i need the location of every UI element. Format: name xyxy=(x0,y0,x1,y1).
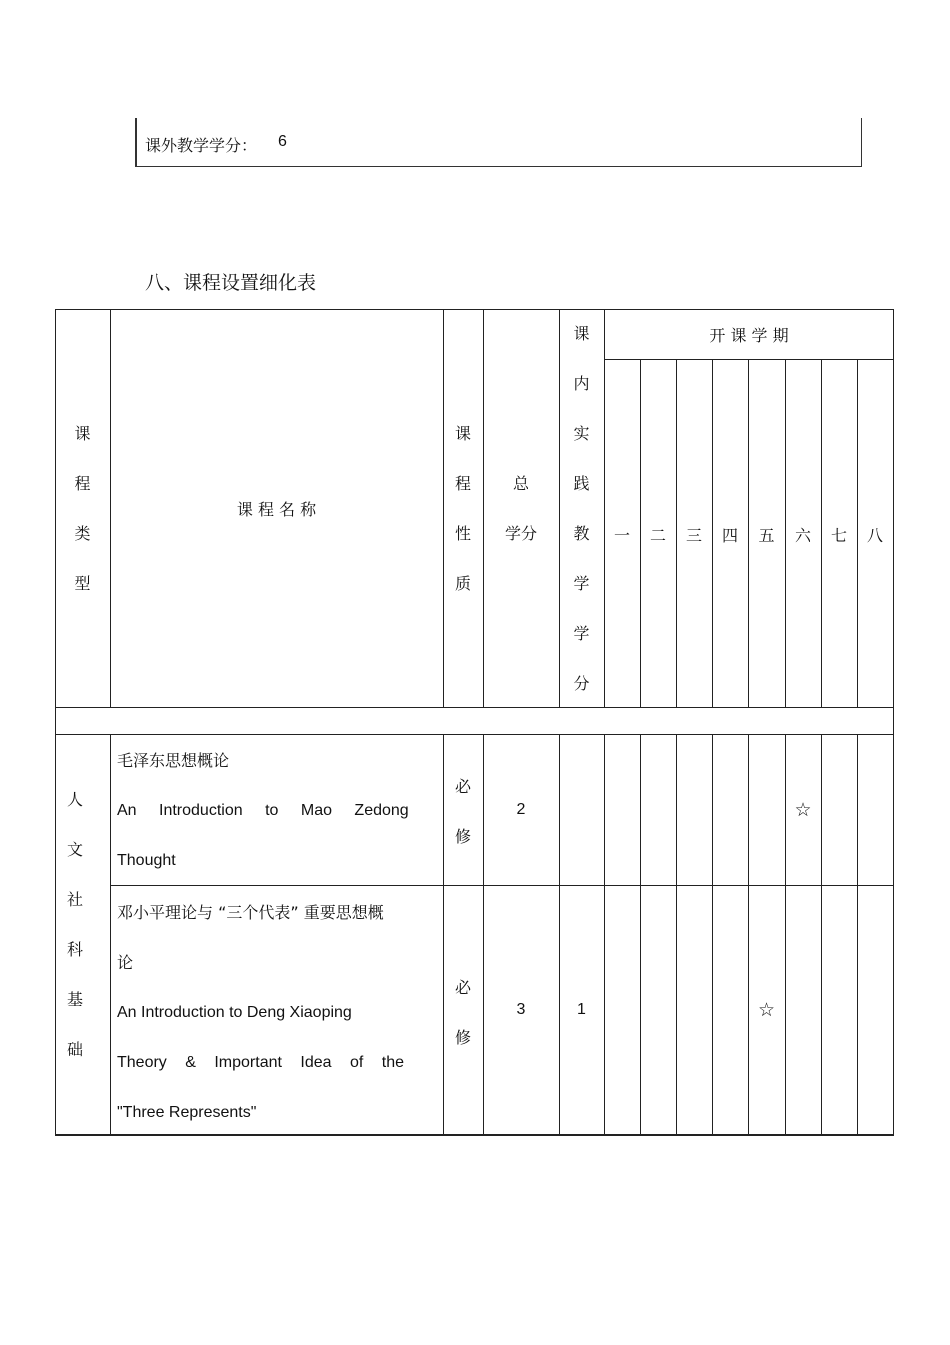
extra-credit-value: 6 xyxy=(278,133,287,150)
header-course-name-text: 课 程 名 称 xyxy=(236,499,317,519)
header-char: 程 xyxy=(74,474,91,493)
header-total-credit xyxy=(483,459,559,559)
header-semester-2 xyxy=(640,359,676,709)
table-row-2-practice-credit: 1 xyxy=(577,1001,586,1018)
table-row-1-practice-credit xyxy=(559,735,604,885)
header-char: 课 xyxy=(573,324,590,343)
table-row-1-star-icon: ☆ xyxy=(794,799,812,821)
course-name-line: 邓小平理论与 “三个代表” 重要思想概 xyxy=(117,903,384,922)
header-char: 分 xyxy=(573,674,590,693)
header-practice-credit xyxy=(559,309,604,709)
category-cell xyxy=(55,775,95,1075)
header-semester-1 xyxy=(604,359,640,709)
semester-label: 二 xyxy=(649,525,666,545)
semester-label: 一 xyxy=(613,525,630,545)
semester-label: 八 xyxy=(866,525,883,545)
header-semester-8 xyxy=(857,359,893,709)
course-name-line: 论 xyxy=(117,953,134,972)
table-row-1-course-name xyxy=(117,736,427,886)
header-char: 质 xyxy=(454,574,471,593)
course-name-line: Thought xyxy=(117,852,176,869)
course-name-line: Theory & Important Idea of the xyxy=(117,1054,405,1071)
category-char: 科 xyxy=(66,940,83,959)
header-semester-4 xyxy=(712,359,748,709)
header-semester-5 xyxy=(748,359,785,709)
semester-label: 五 xyxy=(758,525,775,545)
category-char: 文 xyxy=(66,840,83,859)
category-char: 础 xyxy=(66,1040,83,1059)
table-row-2-course-name xyxy=(117,888,427,1138)
table-row-2-star-icon: ☆ xyxy=(757,999,776,1021)
header-char: 总 xyxy=(512,474,529,493)
header-course-name xyxy=(110,309,443,707)
nature-char: 必 xyxy=(454,777,471,796)
header-semester-group-text: 开 课 学 期 xyxy=(709,325,789,345)
header-char: 教 xyxy=(573,524,590,543)
category-char: 基 xyxy=(66,990,83,1009)
table-row-2-total-credit: 3 xyxy=(516,1001,526,1018)
nature-char: 必 xyxy=(454,978,471,997)
category-char: 人 xyxy=(66,790,83,809)
header-semester-group xyxy=(604,309,894,359)
semester-label: 四 xyxy=(721,525,738,545)
header-char: 型 xyxy=(74,574,91,593)
course-name-line: "Three Represents" xyxy=(117,1104,257,1121)
table-row-1-total-credit: 2 xyxy=(516,801,526,818)
extra-credit-label: 课外教学学分： xyxy=(145,136,258,155)
course-name-line: An Introduction to Mao Zedong xyxy=(117,802,409,819)
course-name-line: An Introduction to Deng Xiaoping xyxy=(117,1004,352,1021)
header-course-type xyxy=(55,409,110,609)
header-char: 内 xyxy=(573,374,590,393)
header-char: 学 xyxy=(573,574,590,593)
course-name-line: 毛泽东思想概论 xyxy=(117,751,230,770)
table-row-1-nature xyxy=(443,762,483,862)
table-row-2-nature xyxy=(443,963,483,1063)
header-char: 学分 xyxy=(504,524,537,543)
nature-char: 修 xyxy=(454,1028,471,1047)
semester-label: 六 xyxy=(794,525,811,545)
header-semester-7 xyxy=(821,359,857,709)
header-semester-3 xyxy=(676,359,712,709)
semester-label: 七 xyxy=(830,525,847,545)
header-course-nature xyxy=(443,409,483,609)
header-char: 课 xyxy=(454,424,471,443)
section-title: 八、课程设置细化表 xyxy=(145,272,317,294)
header-char: 学 xyxy=(573,624,590,643)
nature-char: 修 xyxy=(454,827,471,846)
header-semester-6 xyxy=(785,359,821,709)
category-char: 社 xyxy=(66,890,83,909)
header-char: 程 xyxy=(454,474,471,493)
header-char: 性 xyxy=(454,524,471,543)
header-char: 践 xyxy=(573,474,590,493)
semester-label: 三 xyxy=(685,525,702,545)
header-char: 类 xyxy=(74,524,91,543)
header-char: 实 xyxy=(573,424,590,443)
header-char: 课 xyxy=(74,424,91,443)
